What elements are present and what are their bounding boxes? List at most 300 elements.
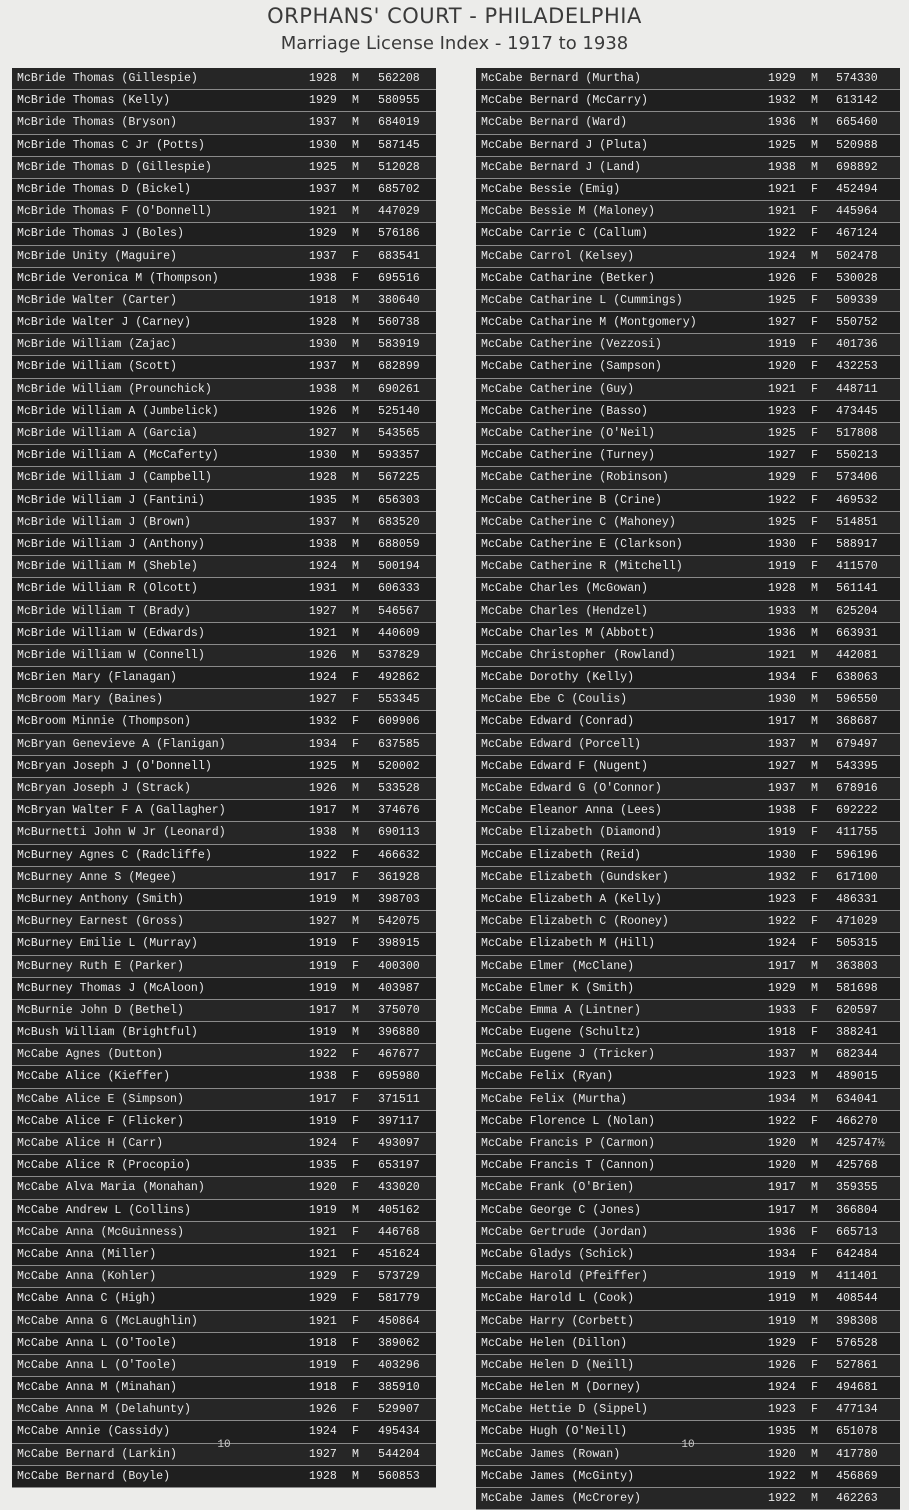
- entry-name: McCabe Elizabeth (Reid): [481, 848, 642, 862]
- entry-sex: M: [352, 515, 359, 529]
- entry-year: 1919: [309, 959, 337, 973]
- entry-sex: M: [352, 138, 359, 152]
- entry-number: 520002: [378, 759, 420, 773]
- entry-name: McCabe Helen M (Dorney): [481, 1381, 642, 1395]
- page-number: 10: [681, 1439, 695, 1451]
- entry-year: 1935: [309, 493, 337, 507]
- entry-name: McBurney Anne S (Megee): [17, 870, 178, 884]
- entry-year: 1938: [309, 382, 337, 396]
- entry-year: 1927: [768, 316, 796, 330]
- entry-number: 363803: [836, 959, 878, 973]
- entry-year: 1917: [768, 715, 796, 729]
- entry-number: 560853: [378, 1469, 420, 1483]
- entry-number: 576186: [378, 227, 420, 241]
- entry-name: McCabe Catharine (Betker): [481, 271, 655, 285]
- entry-year: 1935: [768, 1425, 796, 1439]
- entry-sex: F: [352, 1225, 359, 1239]
- index-row: [476, 933, 900, 955]
- entry-name: McCabe Hugh (O'Neill): [481, 1425, 628, 1439]
- index-row: [476, 467, 900, 489]
- index-row: [476, 1000, 900, 1022]
- entry-name: McBryan Joseph J (O'Donnell): [17, 759, 212, 773]
- index-row: [12, 68, 436, 90]
- entry-name: McCabe Catherine C (Mahoney): [481, 515, 676, 529]
- index-row: [12, 290, 436, 312]
- entry-year: 1921: [309, 626, 337, 640]
- index-row: [476, 1244, 900, 1266]
- entry-number: 411755: [836, 826, 878, 840]
- entry-year: 1928: [309, 471, 337, 485]
- entry-year: 1923: [768, 1070, 796, 1084]
- index-row: [476, 734, 900, 756]
- entry-number: 512028: [378, 160, 420, 174]
- entry-number: 550213: [836, 449, 878, 463]
- entry-name: McCabe Charles (Hendzel): [481, 604, 648, 618]
- entry-name: McCabe Christopher (Rowland): [481, 648, 676, 662]
- index-row: [476, 512, 900, 534]
- index-row: [476, 445, 900, 467]
- entry-sex: F: [811, 804, 818, 818]
- index-row: [476, 1377, 900, 1399]
- entry-number: 688059: [378, 537, 420, 551]
- entry-name: McBride Thomas (Bryson): [17, 116, 178, 130]
- entry-number: 471029: [836, 915, 878, 929]
- entry-year: 1922: [309, 848, 337, 862]
- entry-name: McCabe Alva Maria (Monahan): [17, 1181, 205, 1195]
- entry-year: 1924: [768, 249, 796, 263]
- entry-sex: M: [352, 316, 359, 330]
- entry-number: 445964: [836, 205, 878, 219]
- entry-sex: M: [811, 759, 818, 773]
- entry-number: 375070: [378, 1003, 420, 1017]
- entry-name: McCabe James (McCrorey): [481, 1492, 642, 1505]
- index-row: [12, 490, 436, 512]
- entry-year: 1938: [309, 1070, 337, 1084]
- index-row: [12, 423, 436, 445]
- entry-sex: F: [811, 1003, 818, 1017]
- entry-number: 684019: [378, 116, 420, 130]
- entry-number: 433020: [378, 1181, 420, 1195]
- entry-name: McCabe Eugene (Schultz): [481, 1026, 642, 1040]
- entry-year: 1927: [768, 449, 796, 463]
- index-row: [12, 223, 436, 245]
- entry-number: 425747½: [836, 1137, 885, 1150]
- entry-name: McBride William A (McCaferty): [17, 449, 219, 463]
- index-row: [12, 512, 436, 534]
- index-row: [476, 1311, 900, 1333]
- entry-name: McCabe Catherine R (Mitchell): [481, 560, 683, 574]
- entry-sex: F: [352, 1270, 359, 1284]
- entry-number: 583919: [378, 338, 420, 352]
- entry-number: 452494: [836, 182, 878, 196]
- entry-year: 1922: [768, 1469, 796, 1483]
- entry-number: 450864: [378, 1314, 420, 1328]
- entry-sex: M: [352, 582, 359, 596]
- right-row-list: [476, 68, 900, 1510]
- entry-sex: M: [352, 160, 359, 174]
- index-row: [476, 1288, 900, 1310]
- entry-year: 1919: [768, 560, 796, 574]
- entry-number: 530028: [836, 271, 878, 285]
- entry-number: 400300: [378, 959, 420, 973]
- entry-name: McCabe Bernard J (Land): [481, 160, 642, 174]
- index-row: [476, 1399, 900, 1421]
- index-row: [12, 778, 436, 800]
- entry-year: 1917: [768, 1181, 796, 1195]
- index-row: [12, 1022, 436, 1044]
- index-row: [12, 800, 436, 822]
- entry-year: 1923: [768, 404, 796, 418]
- entry-sex: F: [811, 316, 818, 330]
- entry-name: McBurney Ruth E (Parker): [17, 959, 184, 973]
- entry-number: 486331: [836, 892, 878, 906]
- entry-number: 642484: [836, 1247, 878, 1261]
- entry-year: 1934: [768, 1092, 796, 1106]
- entry-name: McCabe Anna (McGuinness): [17, 1225, 184, 1239]
- entry-number: 588917: [836, 537, 878, 551]
- entry-sex: M: [811, 1314, 818, 1328]
- entry-name: McBrien Mary (Flanagan): [17, 671, 178, 685]
- entry-name: McCabe Anna (Kohler): [17, 1270, 157, 1284]
- index-row: [476, 312, 900, 334]
- entry-year: 1922: [768, 493, 796, 507]
- entry-name: McCabe Francis P (Carmon): [481, 1137, 655, 1150]
- entry-sex: M: [352, 404, 359, 418]
- entry-year: 1919: [309, 892, 337, 906]
- entry-year: 1925: [768, 138, 796, 152]
- entry-number: 502478: [836, 249, 878, 263]
- entry-year: 1937: [309, 116, 337, 130]
- index-row: [12, 112, 436, 134]
- entry-name: McBride Thomas F (O'Donnell): [17, 205, 212, 219]
- entry-year: 1934: [309, 737, 337, 751]
- index-row: [476, 978, 900, 1000]
- entry-sex: M: [352, 626, 359, 640]
- entry-year: 1920: [768, 1447, 796, 1461]
- entry-year: 1927: [768, 759, 796, 773]
- entry-year: 1917: [309, 804, 337, 818]
- entry-sex: F: [352, 1092, 359, 1106]
- entry-number: 411570: [836, 560, 878, 574]
- index-row: [476, 90, 900, 112]
- entry-sex: M: [811, 715, 818, 729]
- entry-sex: F: [811, 848, 818, 862]
- entry-name: McCabe Charles M (Abbott): [481, 626, 655, 640]
- entry-number: 389062: [378, 1336, 420, 1350]
- entry-sex: F: [811, 227, 818, 241]
- index-row: [476, 711, 900, 733]
- entry-year: 1938: [309, 537, 337, 551]
- entry-year: 1929: [309, 1270, 337, 1284]
- entry-year: 1927: [309, 604, 337, 618]
- entry-sex: M: [811, 1447, 818, 1461]
- index-row: [476, 889, 900, 911]
- entry-number: 606333: [378, 582, 420, 596]
- entry-name: McBride William (Zajac): [17, 338, 178, 352]
- entry-number: 440609: [378, 626, 420, 640]
- entry-number: 596196: [836, 848, 878, 862]
- entry-number: 447029: [378, 205, 420, 219]
- entry-year: 1927: [309, 1447, 337, 1461]
- entry-sex: M: [811, 1270, 818, 1284]
- entry-name: McCabe Catharine L (Cummings): [481, 293, 683, 307]
- entry-year: 1921: [309, 1247, 337, 1261]
- entry-number: 537829: [378, 648, 420, 662]
- entry-sex: F: [352, 1181, 359, 1195]
- index-row: [12, 1288, 436, 1310]
- index-row: [476, 956, 900, 978]
- entry-number: 492862: [378, 671, 420, 685]
- entry-number: 638063: [836, 671, 878, 685]
- entry-number: 403987: [378, 981, 420, 995]
- entry-name: McCabe Annie (Cassidy): [17, 1425, 171, 1439]
- entry-number: 665460: [836, 116, 878, 130]
- index-row: [476, 867, 900, 889]
- index-row: [12, 1399, 436, 1421]
- entry-year: 1917: [309, 1092, 337, 1106]
- index-row: [476, 1222, 900, 1244]
- entry-year: 1927: [309, 427, 337, 440]
- entry-sex: M: [352, 1469, 359, 1483]
- entry-number: 596550: [836, 693, 878, 707]
- entry-number: 396880: [378, 1026, 420, 1040]
- entry-year: 1928: [309, 1469, 337, 1483]
- index-row: [476, 645, 900, 667]
- index-row: [476, 667, 900, 689]
- entry-year: 1919: [309, 1358, 337, 1372]
- index-row: [476, 423, 900, 445]
- entry-number: 651078: [836, 1425, 878, 1439]
- entry-sex: M: [811, 1092, 818, 1106]
- entry-number: 625204: [836, 604, 878, 618]
- entry-number: 546567: [378, 604, 420, 618]
- entry-number: 411401: [836, 1270, 878, 1284]
- entry-number: 397117: [378, 1114, 420, 1128]
- entry-name: McCabe Alice E (Simpson): [17, 1092, 184, 1106]
- entry-sex: F: [352, 1381, 359, 1395]
- entry-sex: F: [811, 271, 818, 285]
- index-row: [476, 223, 900, 245]
- entry-number: 361928: [378, 870, 420, 884]
- index-row: [476, 601, 900, 623]
- entry-name: McCabe Alice F (Flicker): [17, 1114, 184, 1128]
- index-row: [12, 1177, 436, 1199]
- entry-sex: F: [352, 271, 359, 285]
- entry-year: 1924: [309, 671, 337, 685]
- entry-sex: M: [811, 1203, 818, 1217]
- entry-year: 1921: [768, 205, 796, 219]
- index-row: [476, 1200, 900, 1222]
- entry-sex: M: [811, 782, 818, 795]
- entry-year: 1922: [768, 227, 796, 241]
- entry-name: McCabe Frank (O'Brien): [481, 1181, 635, 1195]
- entry-sex: F: [811, 360, 818, 374]
- index-row: [12, 623, 436, 645]
- entry-year: 1921: [768, 648, 796, 662]
- entry-year: 1918: [309, 1336, 337, 1350]
- entry-name: McCabe Elmer (McClane): [481, 959, 635, 973]
- index-row: [476, 578, 900, 600]
- entry-sex: F: [811, 870, 818, 884]
- entry-number: 448711: [836, 382, 878, 396]
- entry-sex: M: [811, 1469, 818, 1483]
- entry-year: 1920: [768, 360, 796, 374]
- index-row: [12, 90, 436, 112]
- entry-sex: F: [811, 493, 818, 507]
- entry-name: McCabe Anna C (High): [17, 1292, 157, 1306]
- entry-year: 1924: [309, 1425, 337, 1439]
- entry-name: McBride Thomas (Gillespie): [17, 72, 198, 85]
- entry-sex: F: [352, 693, 359, 707]
- entry-number: 517808: [836, 427, 878, 440]
- index-row: [12, 911, 436, 933]
- entry-name: McCabe Harry (Corbett): [481, 1314, 635, 1328]
- entry-year: 1922: [309, 1048, 337, 1062]
- entry-name: McCabe Catharine M (Montgomery): [481, 316, 697, 330]
- index-row: [12, 867, 436, 889]
- entry-number: 637585: [378, 737, 420, 751]
- entry-number: 690113: [378, 826, 420, 840]
- entry-number: 505315: [836, 937, 878, 951]
- entry-sex: M: [352, 116, 359, 130]
- entry-sex: M: [811, 1292, 818, 1306]
- entry-sex: M: [352, 471, 359, 485]
- entry-sex: M: [352, 981, 359, 995]
- entry-sex: M: [352, 915, 359, 929]
- entry-year: 1930: [768, 537, 796, 551]
- entry-name: McBride William J (Fantini): [17, 493, 205, 507]
- entry-year: 1926: [309, 648, 337, 662]
- entry-number: 574330: [836, 72, 878, 85]
- index-row: [476, 556, 900, 578]
- entry-number: 587145: [378, 138, 420, 152]
- index-row: [12, 845, 436, 867]
- entry-number: 683520: [378, 515, 420, 529]
- index-row: [12, 401, 436, 423]
- entry-year: 1929: [309, 94, 337, 108]
- entry-sex: F: [811, 427, 818, 440]
- index-row: [476, 800, 900, 822]
- entry-name: McCabe Felix (Ryan): [481, 1070, 614, 1084]
- entry-sex: M: [352, 227, 359, 241]
- entry-name: McBride Thomas J (Boles): [17, 227, 184, 241]
- entry-name: McBryan Joseph J (Strack): [17, 782, 191, 795]
- entry-name: McBride William (Scott): [17, 360, 178, 374]
- entry-sex: M: [811, 1492, 818, 1505]
- entry-name: McCabe Agnes (Dutton): [17, 1048, 164, 1062]
- entry-year: 1919: [309, 1026, 337, 1040]
- entry-name: McCabe Catherine (Basso): [481, 404, 648, 418]
- entry-number: 609906: [378, 715, 420, 729]
- index-row: [476, 401, 900, 423]
- index-row: [12, 312, 436, 334]
- entry-name: McCabe Alice H (Carr): [17, 1137, 164, 1150]
- entry-name: McCabe Carrie C (Callum): [481, 227, 648, 241]
- entry-number: 665713: [836, 1225, 878, 1239]
- entry-sex: M: [352, 1026, 359, 1040]
- entry-sex: F: [352, 1336, 359, 1350]
- entry-year: 1921: [309, 1225, 337, 1239]
- entry-year: 1926: [309, 782, 337, 795]
- entry-year: 1929: [768, 1336, 796, 1350]
- entry-sex: F: [811, 515, 818, 529]
- entry-number: 692222: [836, 804, 878, 818]
- entry-year: 1922: [768, 1492, 796, 1505]
- entry-year: 1919: [309, 981, 337, 995]
- entry-sex: F: [352, 1247, 359, 1261]
- entry-name: McCabe Helen (Dillon): [481, 1336, 628, 1350]
- entry-sex: M: [352, 892, 359, 906]
- entry-number: 388241: [836, 1026, 878, 1040]
- entry-sex: M: [811, 138, 818, 152]
- entry-year: 1932: [309, 715, 337, 729]
- entry-name: McCabe Elizabeth M (Hill): [481, 937, 655, 951]
- entry-sex: M: [352, 804, 359, 818]
- entry-name: McCabe Andrew L (Collins): [17, 1203, 191, 1217]
- entry-name: McCabe Anna L (O'Toole): [17, 1358, 178, 1372]
- entry-number: 371511: [378, 1092, 420, 1106]
- entry-number: 581698: [836, 981, 878, 995]
- index-row: [476, 112, 900, 134]
- entry-name: McCabe Bernard J (Pluta): [481, 138, 648, 152]
- entry-year: 1930: [309, 338, 337, 352]
- entry-number: 542075: [378, 915, 420, 929]
- entry-year: 1919: [768, 826, 796, 840]
- entry-name: McCabe Alice R (Procopio): [17, 1159, 191, 1173]
- entry-year: 1926: [768, 271, 796, 285]
- entry-sex: M: [352, 759, 359, 773]
- entry-year: 1938: [309, 271, 337, 285]
- page-subtitle: Marriage License Index - 1917 to 1938: [280, 33, 629, 54]
- index-row: [12, 1311, 436, 1333]
- index-row: [12, 201, 436, 223]
- entry-year: 1926: [309, 1403, 337, 1417]
- index-row: [12, 978, 436, 1000]
- entry-year: 1937: [768, 782, 796, 795]
- entry-number: 543395: [836, 759, 878, 773]
- entry-name: McBride Walter J (Carney): [17, 316, 191, 330]
- entry-number: 489015: [836, 1070, 878, 1084]
- entry-sex: F: [811, 338, 818, 352]
- entry-sex: F: [352, 1159, 359, 1173]
- entry-year: 1937: [768, 1048, 796, 1062]
- index-row: [476, 911, 900, 933]
- entry-name: McBroom Mary (Baines): [17, 693, 164, 707]
- index-row: [12, 1200, 436, 1222]
- entry-year: 1917: [309, 870, 337, 884]
- entry-sex: F: [811, 1247, 818, 1261]
- index-row: [12, 556, 436, 578]
- entry-year: 1924: [309, 560, 337, 574]
- index-row: [476, 334, 900, 356]
- entry-year: 1938: [768, 160, 796, 174]
- entry-name: McCabe Eugene J (Tricker): [481, 1048, 655, 1062]
- entry-number: 477134: [836, 1403, 878, 1417]
- entry-year: 1919: [309, 1114, 337, 1128]
- entry-name: McBurney Emilie L (Murray): [17, 937, 198, 951]
- entry-year: 1936: [768, 116, 796, 130]
- entry-number: 374676: [378, 804, 420, 818]
- entry-sex: M: [352, 360, 359, 374]
- index-row: [476, 1089, 900, 1111]
- entry-name: McBride William W (Connell): [17, 648, 205, 662]
- entry-name: McBride William R (Olcott): [17, 582, 198, 596]
- entry-name: McCabe Helen D (Neill): [481, 1358, 635, 1372]
- entry-sex: F: [811, 205, 818, 219]
- index-row: [476, 1066, 900, 1088]
- index-row: [12, 445, 436, 467]
- entry-sex: F: [811, 404, 818, 418]
